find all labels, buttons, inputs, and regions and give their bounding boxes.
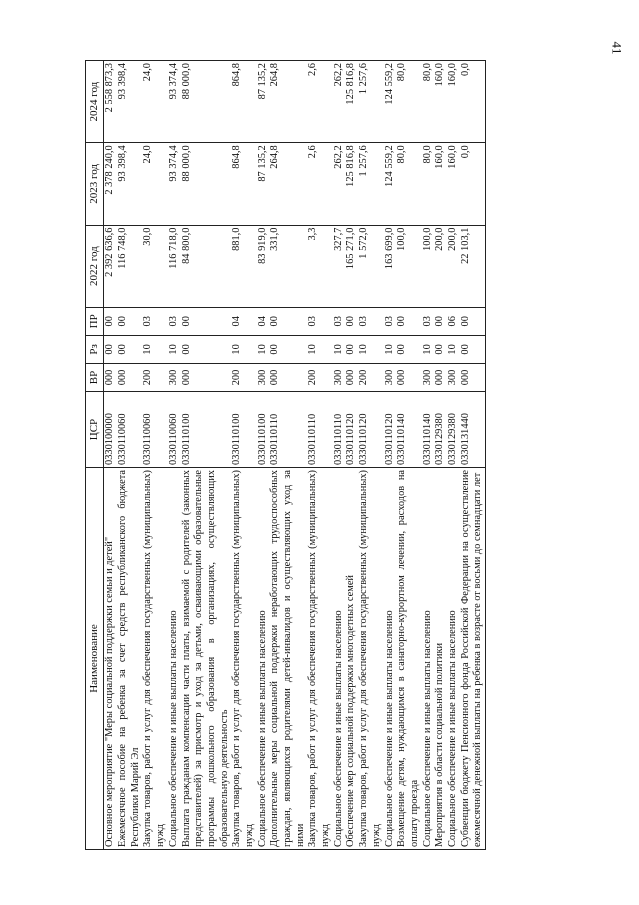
cell-2022: 84 800,0	[181, 225, 232, 307]
cell-vr: 300	[422, 363, 435, 391]
cell-2022: 200,0	[434, 225, 447, 307]
cell-vr: 200	[307, 363, 332, 391]
cell-2024: 80,0	[396, 61, 421, 143]
cell-name: Обеспечение мер социальной поддержки многодетных семей	[345, 468, 358, 850]
cell-2023: 124 559,2	[384, 143, 397, 225]
cell-vr: 000	[181, 363, 232, 391]
cell-pr: 03	[422, 307, 435, 335]
cell-vr: 300	[384, 363, 397, 391]
cell-rz: 10	[142, 335, 167, 363]
table-row	[422, 61, 435, 850]
cell-2022: 331,0	[269, 225, 307, 307]
table-row	[434, 61, 447, 850]
cell-name: Дополнительные меры социальной поддержки неработающих трудоспособных граждан, являющихся родителями детей-инвалидов и осуществляющих уход за ними	[269, 468, 307, 850]
cell-vr: 000	[460, 363, 486, 391]
table-row	[181, 61, 232, 850]
cell-2024: 125 816,8	[345, 61, 358, 143]
cell-name: Закупка товаров, работ и услуг для обеспечения государственных (муниципальных) нужд	[142, 468, 167, 850]
cell-2023: 80,0	[422, 143, 435, 225]
table-body	[104, 61, 486, 850]
cell-name: Выплата гражданам компенсации части платы, взимаемой с родителей (законных представителей) за присмотр и уход за детьми, осваивающими образовательные программы дошкольного образования в организациях, осуществляющих образовательную деятельность	[181, 468, 232, 850]
cell-rz: 00	[269, 335, 307, 363]
cell-2023: 2 378 240,0	[104, 143, 117, 225]
cell-2022: 327,7	[333, 225, 346, 307]
cell-name: Основное мероприятие "Меры социальной поддержки семьи и детей"	[104, 468, 117, 850]
cell-vr: 000	[396, 363, 421, 391]
header-2023: 2023 год	[86, 143, 104, 225]
cell-2023: 93 374,4	[168, 143, 181, 225]
cell-2023: 87 135,2	[257, 143, 270, 225]
cell-2023: 160,0	[447, 143, 460, 225]
cell-rz: 10	[384, 335, 397, 363]
cell-2022: 83 919,0	[257, 225, 270, 307]
cell-2022: 116 718,0	[168, 225, 181, 307]
cell-csr: 0330110120	[358, 392, 383, 468]
cell-rz: 10	[447, 335, 460, 363]
header-pr: ПР	[86, 307, 104, 335]
cell-pr: 00	[269, 307, 307, 335]
cell-pr: 00	[434, 307, 447, 335]
cell-csr: 0330110110	[307, 392, 332, 468]
cell-name: Социальное обеспечение и иные выплаты населению	[422, 468, 435, 850]
cell-vr: 200	[358, 363, 383, 391]
cell-2024: 264,8	[269, 61, 307, 143]
cell-2023: 0,0	[460, 143, 486, 225]
cell-rz: 00	[460, 335, 486, 363]
table-row	[117, 61, 142, 850]
cell-rz: 00	[104, 335, 117, 363]
table-row	[104, 61, 117, 850]
cell-csr: 0330129380	[434, 392, 447, 468]
cell-pr: 03	[307, 307, 332, 335]
cell-rz: 00	[396, 335, 421, 363]
cell-2022: 881,0	[231, 225, 256, 307]
cell-name: Ежемесячное пособие на ребенка за счет средств республиканского бюджета Республики Марий Эл	[117, 468, 142, 850]
cell-2023: 2,6	[307, 143, 332, 225]
cell-csr: 0330110060	[117, 392, 142, 468]
cell-2022: 163 699,0	[384, 225, 397, 307]
cell-csr: 0330110120	[345, 392, 358, 468]
header-csr: ЦСР	[86, 392, 104, 468]
table-row	[384, 61, 397, 850]
cell-csr: 0330110060	[142, 392, 167, 468]
cell-pr: 00	[181, 307, 232, 335]
cell-name: Субвенции бюджету Пенсионного фонда Российской Федерации на осуществление ежемесячной денежной выплаты на ребенка в возрасте от восьми до семнадцати лет	[460, 468, 486, 850]
cell-pr: 03	[358, 307, 383, 335]
cell-vr: 300	[168, 363, 181, 391]
cell-2023: 1 257,6	[358, 143, 383, 225]
cell-vr: 000	[345, 363, 358, 391]
table-row	[333, 61, 346, 850]
cell-2024: 93 374,4	[168, 61, 181, 143]
cell-vr: 000	[117, 363, 142, 391]
cell-2024: 124 559,2	[384, 61, 397, 143]
cell-name: Социальное обеспечение и иные выплаты населению	[257, 468, 270, 850]
cell-pr: 03	[168, 307, 181, 335]
cell-2023: 262,2	[333, 143, 346, 225]
cell-2023: 264,8	[269, 143, 307, 225]
header-name: Наименование	[86, 468, 104, 850]
cell-2024: 93 398,4	[117, 61, 142, 143]
cell-pr: 03	[142, 307, 167, 335]
budget-table	[85, 60, 486, 850]
cell-name: Социальное обеспечение и иные выплаты населению	[447, 468, 460, 850]
cell-2023: 160,0	[434, 143, 447, 225]
table-row	[447, 61, 460, 850]
cell-vr: 300	[257, 363, 270, 391]
table-row	[231, 61, 256, 850]
header-rz: Рз	[86, 335, 104, 363]
cell-2024: 0,0	[460, 61, 486, 143]
cell-name: Мероприятия в области социальной политики	[434, 468, 447, 850]
table-row	[460, 61, 486, 850]
cell-rz: 00	[181, 335, 232, 363]
cell-rz: 10	[333, 335, 346, 363]
table-row	[307, 61, 332, 850]
cell-2022: 165 271,0	[345, 225, 358, 307]
cell-2022: 3,3	[307, 225, 332, 307]
cell-name: Социальное обеспечение и иные выплаты населению	[168, 468, 181, 850]
cell-name: Закупка товаров, работ и услуг для обеспечения государственных (муниципальных) нужд	[231, 468, 256, 850]
cell-vr: 300	[447, 363, 460, 391]
table-row	[269, 61, 307, 850]
cell-2022: 30,0	[142, 225, 167, 307]
cell-2024: 1 257,6	[358, 61, 383, 143]
cell-pr: 03	[384, 307, 397, 335]
cell-rz: 10	[231, 335, 256, 363]
table-header-row	[86, 61, 104, 850]
cell-2024: 262,2	[333, 61, 346, 143]
cell-2023: 24,0	[142, 143, 167, 225]
cell-csr: 0330110060	[168, 392, 181, 468]
cell-pr: 00	[104, 307, 117, 335]
cell-csr: 0330110140	[396, 392, 421, 468]
cell-csr: 0330131440	[460, 392, 486, 468]
cell-2023: 93 398,4	[117, 143, 142, 225]
cell-2022: 200,0	[447, 225, 460, 307]
cell-2024: 864,8	[231, 61, 256, 143]
cell-vr: 000	[269, 363, 307, 391]
cell-2022: 1 572,0	[358, 225, 383, 307]
cell-2022: 100,0	[422, 225, 435, 307]
cell-2024: 160,0	[447, 61, 460, 143]
cell-2023: 80,0	[396, 143, 421, 225]
cell-csr: 0330110110	[269, 392, 307, 468]
cell-vr: 000	[434, 363, 447, 391]
cell-2022: 2 392 636,6	[104, 225, 117, 307]
cell-name: Социальное обеспечение и иные выплаты населению	[384, 468, 397, 850]
cell-2024: 80,0	[422, 61, 435, 143]
cell-rz: 00	[117, 335, 142, 363]
header-2022: 2022 год	[86, 225, 104, 307]
cell-csr: 0330110100	[231, 392, 256, 468]
cell-rz: 00	[434, 335, 447, 363]
cell-2022: 116 748,0	[117, 225, 142, 307]
cell-vr: 200	[142, 363, 167, 391]
table-row	[358, 61, 383, 850]
cell-vr: 300	[333, 363, 346, 391]
cell-rz: 10	[168, 335, 181, 363]
cell-vr: 200	[231, 363, 256, 391]
cell-2022: 100,0	[396, 225, 421, 307]
table-row	[396, 61, 421, 850]
cell-name: Социальное обеспечение и иные выплаты населению	[333, 468, 346, 850]
table-row	[142, 61, 167, 850]
cell-pr: 00	[117, 307, 142, 335]
cell-pr: 00	[460, 307, 486, 335]
cell-rz: 10	[358, 335, 383, 363]
cell-name: Закупка товаров, работ и услуг для обеспечения государственных (муниципальных) нужд	[307, 468, 332, 850]
cell-pr: 06	[447, 307, 460, 335]
cell-csr: 0330110110	[333, 392, 346, 468]
table-row	[345, 61, 358, 850]
cell-2024: 88 000,0	[181, 61, 232, 143]
cell-csr: 0330100000	[104, 392, 117, 468]
cell-rz: 10	[422, 335, 435, 363]
table-row	[257, 61, 270, 850]
cell-rz: 00	[345, 335, 358, 363]
cell-rz: 10	[257, 335, 270, 363]
cell-2024: 2 558 873,3	[104, 61, 117, 143]
cell-csr: 0330110100	[257, 392, 270, 468]
table-row	[168, 61, 181, 850]
cell-name: Закупка товаров, работ и услуг для обеспечения государственных (муниципальных) нужд	[358, 468, 383, 850]
cell-2023: 864,8	[231, 143, 256, 225]
header-vr: ВР	[86, 363, 104, 391]
cell-vr: 000	[104, 363, 117, 391]
cell-2024: 160,0	[434, 61, 447, 143]
page-number: 41	[609, 41, 625, 55]
cell-2023: 88 000,0	[181, 143, 232, 225]
cell-name: Возмещение детям, нуждающимся в санаторно-курортном лечении, расходов на оплату проезда	[396, 468, 421, 850]
cell-csr: 0330110100	[181, 392, 232, 468]
cell-pr: 00	[345, 307, 358, 335]
cell-rz: 10	[307, 335, 332, 363]
rotated-table-container	[85, 60, 585, 850]
cell-2022: 22 103,1	[460, 225, 486, 307]
cell-pr: 04	[231, 307, 256, 335]
cell-2024: 2,6	[307, 61, 332, 143]
cell-pr: 00	[396, 307, 421, 335]
cell-pr: 03	[333, 307, 346, 335]
cell-2024: 87 135,2	[257, 61, 270, 143]
cell-2024: 24,0	[142, 61, 167, 143]
cell-csr: 0330110120	[384, 392, 397, 468]
cell-csr: 0330129380	[447, 392, 460, 468]
cell-pr: 04	[257, 307, 270, 335]
cell-csr: 0330110140	[422, 392, 435, 468]
header-2024: 2024 год	[86, 61, 104, 143]
cell-2023: 125 816,8	[345, 143, 358, 225]
